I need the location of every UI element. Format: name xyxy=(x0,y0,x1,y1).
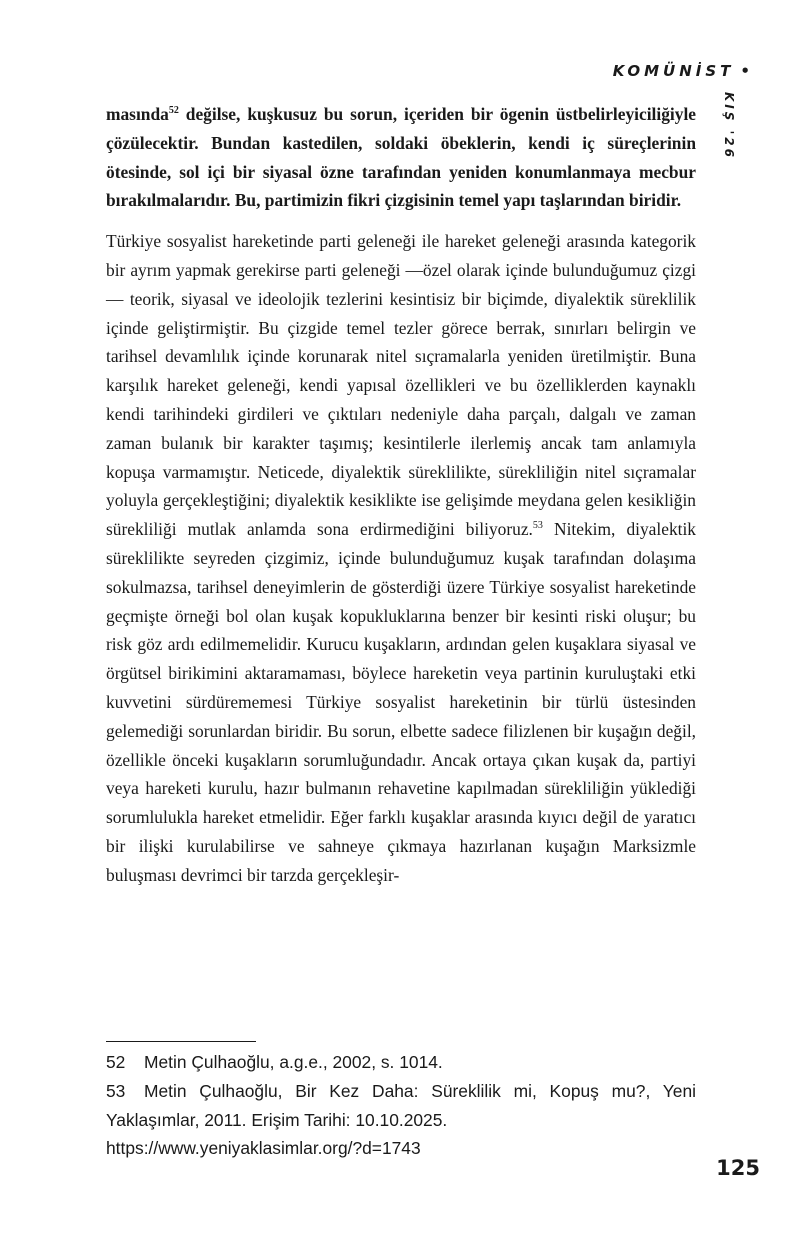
footnote-53 xyxy=(106,1077,696,1135)
issue-label: KIŞ '26 xyxy=(722,92,736,160)
footnote-divider xyxy=(106,1041,256,1042)
body-paragraph-rest: Nitekim, diyalektik süreklilikte seyreden çizgimiz, içinde bulunduğumuz kuşak tarafından dolaşıma sokulmazsa, tarihsel deneyimlerin de gösterdiği üzere Türkiye sosyalist hareketinde geçmişte örneği bol olan kuşak kopukluklarına benzer bir kesinti riski oluşur; bu risk göz ardı edilmemelidir. Kurucu kuşakların, ardından gelen kuşaklara siyasal ve örgütsel birikimini aktaramaması, böylece hareketin veya partinin kuruluştaki etki kuvvetini sürdürememesi Türkiye sosyalist hareketinin bir türlü üstesinden gelemediği sorunlardan biridir. Bu sorun, elbette sadece filizlenen bir kuşağın değil, özellikle önceki kuşakların sorumluğundadır. Ancak ortaya çıkan kuşak da, partiyi veya hareketi kurulu, hazır bulmanın rehavetine kapılmadan sürekliliğin yüklediği sorumlulukla hareket etmelidir. Eğer farklı kuşaklar arasında kıyıcı değil de yaratıcı bir ilişki kurulabilirse ve sahneye çıkmaya hazırlanan kuşağın Marksizmle buluşması devrimci bir tarzda gerçekleşir- xyxy=(106,519,696,885)
header-dot: • xyxy=(740,62,750,80)
bold-paragraph-start: masında xyxy=(106,104,169,124)
body-paragraph-start: Türkiye sosyalist hareketinde parti geleneği ile hareket geleneği arasında kategorik bir ayrım yapmak gerekirse parti geleneği —özel olarak içinde bulunduğumuz çizgi— teorik, siyasal ve ideolojik tezlerini kesintisiz bir biçimde, diyalektik süreklilik içinde geliştirmiştir. Bu çizgide temel tezler görece berrak, sınırları belirgin ve tarihsel devamlılık içinde korunarak nitel sıçramalarla yeniden üretilmiştir. Buna karşılık hareket geleneği, kendi yapısal özellikleri ve bu özelliklerden kaynaklı kendi tarihindeki girdileri ve çıktıları nedeniyle daha parçalı, dalgalı ve zaman zaman bulanık bir karakter taşımış; kesintilerle ilerlemiş ancak tam anlamıyla kopuşa varmamıştır. Neticede, diyalektik süreklilikte, sürekliliğin nitel sıçramalar yoluyla gerçekleştiğini; diyalektik kesiklikte ise gelişimde meydana gelen kesikliğin sürekliliği mutlak anlamda sona erdirmediğini biliyoruz. xyxy=(106,231,696,540)
footnote-ref-52[interactable]: 52 xyxy=(168,105,179,116)
bold-paragraph-rest: değilse, kuşkusuz bu sorun, içeriden bir ögenin üstbelirleyiciliğiyle çözülecektir. Bundan kastedilen, soldaki öbeklerin, kendi iç süreçlerinin ötesinde, sol içi bir siyasal özne tarafından yeniden konumlanmaya mecbur bırakılmalarıdır. Bu, partimizin fikri çizgisinin temel yapı taşlarından biridir. xyxy=(106,104,696,211)
page-number: 125 xyxy=(716,1156,760,1180)
bold-paragraph xyxy=(106,100,696,215)
footnote-52 xyxy=(106,1048,696,1077)
footnotes xyxy=(106,1048,696,1163)
footnote-text: Metin Çulhaoğlu, Bir Kez Daha: Süreklilik mi, Kopuş mu?, Yeni Yaklaşımlar, 2011. Erişim Tarihi: 10.10.2025. xyxy=(106,1080,696,1130)
page-body xyxy=(106,100,696,890)
footnote-text: Metin Çulhaoğlu, a.g.e., 2002, s. 1014. xyxy=(144,1052,443,1072)
footnote-url[interactable]: https://www.yeniyaklasimlar.org/?d=1743 xyxy=(106,1138,421,1159)
journal-title xyxy=(560,62,750,80)
footnote-number: 53 xyxy=(106,1080,126,1101)
journal-name: KOMÜNİST xyxy=(612,62,735,80)
body-paragraph xyxy=(106,227,696,889)
footnote-number: 52 xyxy=(106,1052,126,1072)
footnote-ref-53[interactable]: 53 xyxy=(532,520,543,532)
